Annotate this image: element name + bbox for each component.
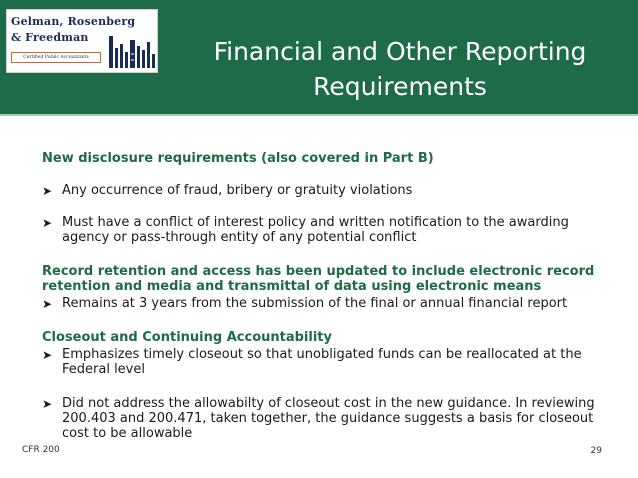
bullet-text: Emphasizes timely closeout so that unobligated funds can be reallocated at the [62, 347, 582, 362]
bullet-text: Must have a conflict of interest policy and written notification to the awarding [62, 215, 569, 230]
bullet-text: Federal level [62, 362, 145, 377]
header-divider [0, 114, 638, 116]
bullet-text: agency or pass-through entity of any potential conflict [62, 230, 417, 245]
bullet-text: Any occurrence of fraud, bribery or gratuity violations [62, 183, 413, 198]
footer-source: CFR 200 [22, 445, 60, 455]
arrowhead-bullet-icon: ➤ [42, 297, 53, 311]
logo-line-1: Gelman, Rosenberg [11, 15, 136, 28]
section-heading-record-retention-cont: retention and media and transmittal of data using electronic means [42, 279, 542, 294]
bullet-text: 200.403 and 200.471, taken together, the guidance suggests a basis for closeout [62, 411, 594, 426]
slide-title [180, 34, 620, 104]
bullet-text: Remains at 3 years from the submission of the final or annual financial report [62, 296, 568, 311]
slide-title-line-1: Financial and Other Reporting [213, 37, 587, 66]
section-heading-disclosure: New disclosure requirements (also covered in Part B) [42, 151, 434, 166]
arrowhead-bullet-icon: ➤ [42, 184, 53, 198]
company-logo [6, 9, 158, 73]
logo-line-2: & Freedman [11, 31, 89, 44]
arrowhead-bullet-icon: ➤ [42, 216, 53, 230]
arrowhead-bullet-icon: ➤ [42, 397, 53, 411]
slide-title-line-2: Requirements [313, 72, 487, 101]
section-heading-closeout: Closeout and Continuing Accountability [42, 330, 332, 345]
building-columns-icon [107, 34, 157, 70]
bullet-text: Did not address the allowabilty of closeout cost in the new guidance. In reviewing [62, 396, 595, 411]
section-heading-record-retention: Record retention and access has been updated to include electronic record [42, 264, 595, 279]
page-number: 29 [590, 446, 602, 456]
arrowhead-bullet-icon: ➤ [42, 348, 53, 362]
header-banner [0, 0, 638, 114]
logo-subtitle: Certified Public Accountants [11, 52, 101, 63]
bullet-text: cost to be allowable [62, 426, 193, 441]
